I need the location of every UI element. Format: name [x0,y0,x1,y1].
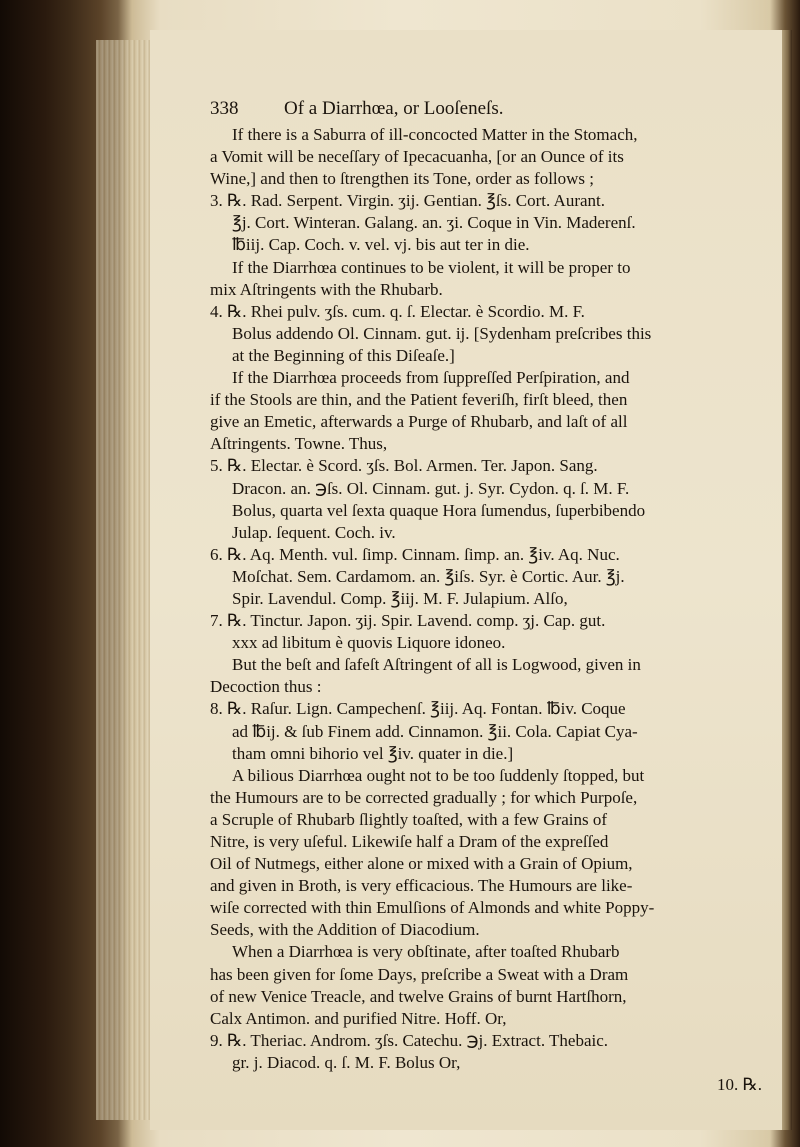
text-line: If there is a Saburra of ill-concocted Matter in the Stomach, [232,125,638,144]
text-line: 8. ℞. Raſur. Lign. Campechenſ. ℥iij. Aq. Fontan. ℔iv. Coque [210,699,626,719]
catchword: 10. ℞. [717,1075,762,1095]
text-line: ℔iij. Cap. Coch. v. vel. vj. bis aut ter in die. [232,235,530,255]
text-line: If the Diarrhœa continues to be violent, it will be proper to [232,257,631,277]
text-line: 3. ℞. Rad. Serpent. Virgin. ʒij. Gentian. ℥ſs. Cort. Aurant. [210,191,606,211]
text-line: the Humours are to be corrected gradually ; for which Purpoſe, [210,787,638,807]
text-line: xxx ad libitum è quovis Liquore idoneo. [232,633,506,653]
text-line: a Vomit will be neceſſary of Ipecacuanha, [or an Ounce of its [210,147,624,167]
text-line: Julap. ſequent. Coch. iv. [232,522,396,542]
text-line: 4. ℞. Rhei pulv. ʒſs. cum. q. ſ. Electar. è Scordio. M. F. [210,301,585,321]
text-line: gr. j. Diacod. q. ſ. M. F. Bolus Or, [232,1052,461,1072]
text-line: A bilious Diarrhœa ought not to be too ſuddenly ſtopped, but [232,765,645,785]
text-line: Aſtringents. Towne. Thus, [210,434,388,454]
text-line: at the Beginning of this Diſeaſe.] [232,345,455,365]
text-line: Spir. Lavendul. Comp. ℥iij. M. F. Julapium. Alſo, [232,588,568,608]
body-text [210,124,798,1074]
text-line: If the Diarrhœa proceeds from ſuppreſſed Perſpiration, and [232,368,630,388]
text-line: ℥j. Cort. Winteran. Galang. an. ʒi. Coque in Vin. Maderenſ. [232,213,636,233]
page-text [210,98,798,1096]
page-number: 338 [210,98,239,119]
text-line: 5. ℞. Electar. è Scord. ʒſs. Bol. Armen. Ter. Japon. Sang. [210,456,598,476]
text-line: has been given for ſome Days, preſcribe a Sweat with a Dram [210,964,629,984]
text-line: Seeds, with the Addition of Diacodium. [210,920,480,940]
text-line: tham omni bihorio vel ℥iv. quater in die.] [232,743,514,763]
running-header [210,98,798,124]
text-line: Bolus, quarta vel ſexta quaque Hora ſumendus, ſuperbibendo [232,500,646,520]
text-line: of new Venice Treacle, and twelve Grains of burnt Hartſhorn, [210,986,627,1006]
text-line: Calx Antimon. and purified Nitre. Hoff. Or, [210,1008,507,1028]
text-line: give an Emetic, afterwards a Purge of Rhubarb, and laſt of all [210,412,628,432]
text-line: and given in Broth, is very efficacious. The Humours are like- [210,876,633,896]
text-line: if the Stools are thin, and the Patient feveriſh, firſt bleed, then [210,390,628,410]
text-line: When a Diarrhœa is very obſtinate, after toaſted Rhubarb [232,942,620,962]
text-line: Dracon. an. ℈ſs. Ol. Cinnam. gut. j. Syr. Cydon. q. ſ. M. F. [232,478,630,498]
text-line: Nitre, is very uſeful. Likewiſe half a Dram of the expreſſed [210,832,609,851]
text-line: ad ℔ij. & ſub Finem add. Cinnamon. ℥ii. Cola. Capiat Cya- [232,721,638,741]
text-line: 9. ℞. Theriac. Androm. ʒſs. Catechu. ℈j. Extract. Thebaic. [210,1030,609,1050]
text-line: But the beſt and ſafeſt Aſtringent of all is Logwood, given in [232,655,641,675]
text-line: Oil of Nutmegs, either alone or mixed with a Grain of Opium, [210,854,633,874]
text-line: 7. ℞. Tinctur. Japon. ʒij. Spir. Lavend. comp. ʒj. Cap. gut. [210,611,606,631]
running-head-title: Of a Diarrhœa, or Looſeneſs. [284,98,504,119]
text-line: Decoction thus : [210,677,322,697]
text-line: a Scruple of Rhubarb ſlightly toaſted, with a few Grains of [210,809,608,829]
text-line: Bolus addendo Ol. Cinnam. gut. ij. [Sydenham preſcribes this [232,323,652,343]
text-line: mix Aſtringents with the Rhubarb. [210,279,443,299]
text-line: Moſchat. Sem. Cardamom. an. ℥iſs. Syr. è Cortic. Aur. ℥j. [232,566,625,586]
page-gutter [96,40,150,1120]
text-line: Wine,] and then to ſtrengthen its Tone, order as follows ; [210,169,595,189]
text-line: wiſe corrected with thin Emulſions of Almonds and white Poppy- [210,898,655,918]
text-line: 6. ℞. Aq. Menth. vul. ſimp. Cinnam. ſimp. an. ℥iv. Aq. Nuc. [210,544,620,564]
